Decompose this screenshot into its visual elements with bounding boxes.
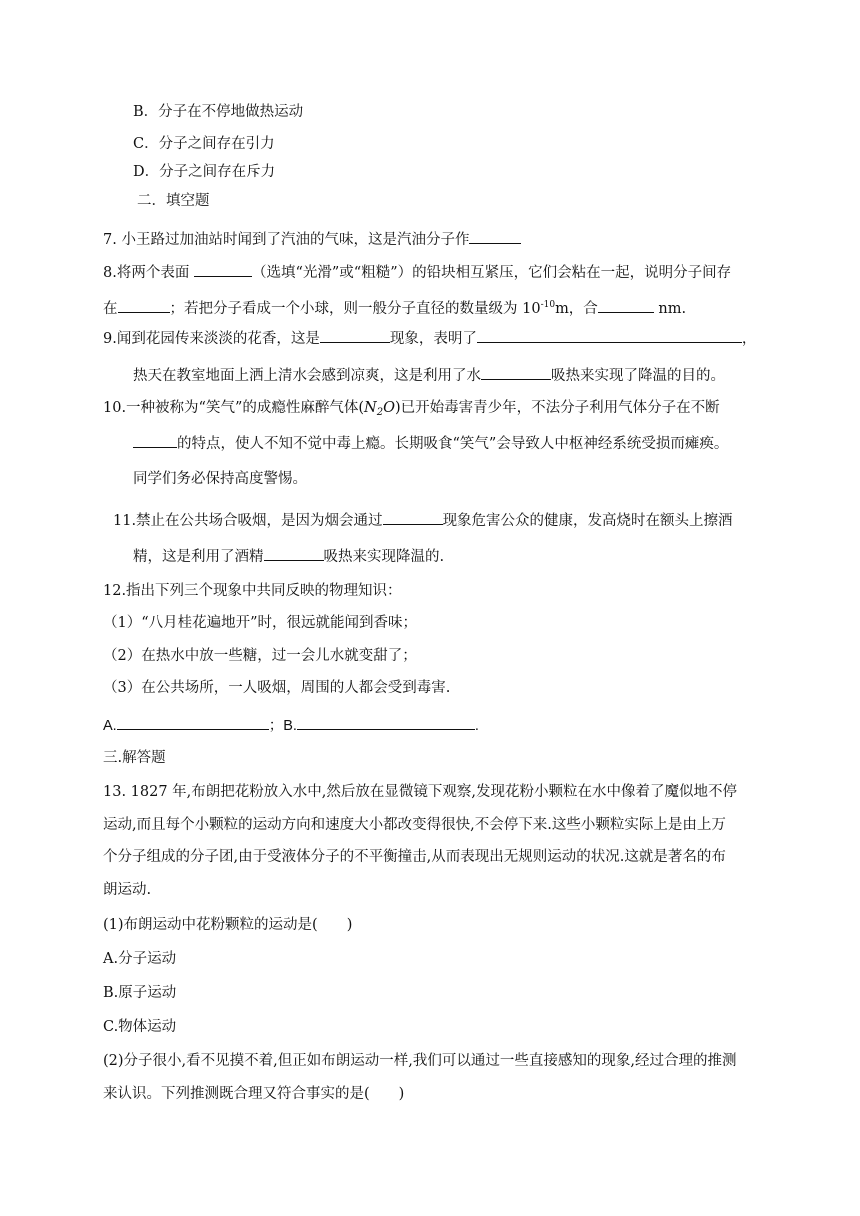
question-13-option-a: A.分子运动 [103,951,177,967]
question-9-text: 9.闻到花园传来淡淡的花香，这是 [103,331,320,347]
section-title-fill-in: 二．填空题 [137,193,210,209]
question-13-option-c: C.物体运动 [103,1019,177,1035]
answer-blank[interactable] [320,328,390,343]
formula-o: O [383,400,395,416]
answer-blank[interactable] [383,510,443,525]
question-12-item-2: （2）在热水中放一些糖，过一会儿水就变甜了； [103,648,417,664]
question-13-para-line-4: 朗运动. [103,882,152,898]
question-8-text: ；若把分子看成一个小球，则一般分子直径的数量级为 10 [169,301,541,317]
question-11-line-2 [133,546,444,567]
q6-option-c: C．分子之间存在引力 [133,136,275,152]
answer-blank[interactable] [118,298,170,313]
question-13-sub-2-line-1: (2)分子很小,看不见摸不着,但正如布朗运动一样,我们可以通过一些直接感知的现象,经过合理的推测 [103,1053,737,1069]
question-12-item-3: （3）在公共场所，一人吸烟，周围的人都会受到毒害. [103,680,451,696]
answer-blank[interactable] [598,298,654,313]
question-13-sub-2-line-2: 来认识。下列推测既合理又符合事实的是( ) [103,1086,405,1102]
q6-option-d: D．分子之间存在斥力 [133,164,276,180]
question-12-item-1: （1）“八月桂花遍地开”时，很远就能闻到香味； [103,615,418,631]
answer-label-b: ；B. [268,718,297,734]
question-11-text: 现象危害公众的健康，发高烧时在额头上擦酒 [442,513,733,529]
question-11-text: 吸热来实现降温的. [323,549,445,565]
exponent: -10 [540,300,556,310]
question-13-para-line-2: 运动,而且每个小颗粒的运动方向和速度大小都改变得很快,不会停下来.这些小颗粒实际上是由上万 [103,817,726,833]
question-11-text: 精，这是利用了酒精 [133,549,264,565]
question-8-text: 8.将两个表面 [103,265,194,281]
section-title-answer: 三.解答题 [103,750,166,766]
question-9-text: 现象，表明了 [389,331,477,347]
question-9-text: 吸热来实现了降温的目的。 [551,368,725,384]
question-12-answers [103,715,479,736]
question-13-para-line-1: 13. 1827 年,布朗把花粉放入水中,然后放在显微镜下观察,发现花粉小颗粒在水中像着了魔似地不停 [103,784,738,800]
question-10-text: )已开始毒害青少年，不法分子利用气体分子在不断 [395,400,720,416]
question-8-line-1 [103,262,731,283]
answer-blank[interactable] [469,229,521,244]
formula-n: N [364,400,377,416]
question-9-text: 热天在教室地面上洒上清水会感到凉爽，这是利用了水 [133,368,481,384]
formula-subscript: 2 [376,407,384,418]
question-8-text: （选填“光滑”或“粗糙”）的铅块相互紧压，它们会粘在一起，说明分子间存 [251,265,732,281]
answer-blank[interactable] [194,262,252,277]
question-11-text: 11.禁止在公共场合吸烟，是因为烟会通过 [113,513,383,529]
answer-label-a: A. [103,718,117,734]
question-10-text: 10.一种被称为“笑气”的成瘾性麻醉气体( [103,400,365,416]
answer-end: . [474,718,479,734]
question-8-text: 在 [103,301,118,317]
question-8-text: nm. [653,301,687,317]
question-13-sub-1: (1)布朗运动中花粉颗粒的运动是( ) [103,917,353,933]
question-8-line-2 [103,295,686,319]
answer-blank[interactable] [477,328,742,343]
question-9-text: ， [741,331,757,347]
question-9-line-2 [133,365,725,386]
answer-blank[interactable] [481,365,551,380]
question-7-text: 7. 小王路过加油站时闻到了汽油的气味，这是汽油分子作 [103,232,470,248]
question-10-text: 的特点，使人不知不觉中毒上瘾。长期吸食“笑气”会导致人中枢神经系统受损而瘫痪。 [177,436,729,452]
question-13-para-line-3: 个分子组成的分子团,由于受液体分子的不平衡撞击,从而表现出无规则运动的状况.这就是著名的布 [103,849,726,865]
answer-blank-a[interactable] [117,715,269,730]
answer-blank[interactable] [133,433,177,448]
question-7 [103,229,521,250]
question-13-option-b: B.原子运动 [103,985,177,1001]
question-10-line-3: 同学们务必保持高度警惕。 [133,471,307,487]
question-8-text: m，合 [555,301,598,317]
answer-blank-b[interactable] [297,715,475,730]
question-10-line-1 [103,398,720,423]
q6-option-b: B．分子在不停地做热运动 [133,104,304,120]
answer-blank[interactable] [264,546,324,561]
question-11-line-1 [113,510,733,531]
question-9-line-1 [103,328,756,349]
question-12-stem: 12.指出下列三个现象中共同反映的物理知识： [103,583,402,599]
question-10-line-2 [133,433,728,454]
